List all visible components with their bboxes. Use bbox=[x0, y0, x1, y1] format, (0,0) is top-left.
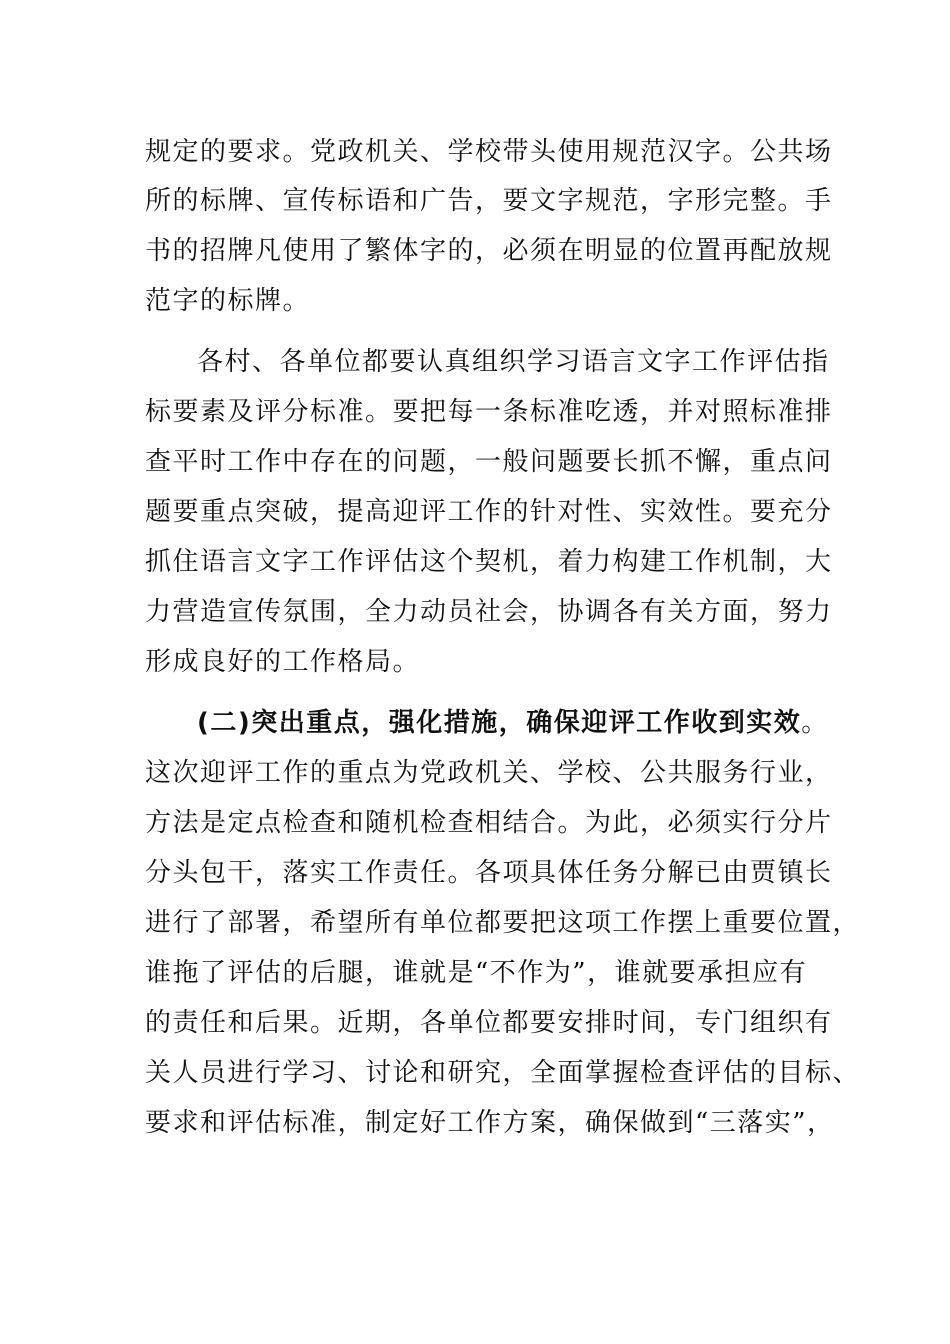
text-line: 各村、各单位都要认真组织学习语言文字工作评估指 bbox=[197, 347, 830, 377]
section-heading-tail: 。 bbox=[801, 708, 829, 738]
text-line: 这次迎评工作的重点为党政机关、学校、公共服务行业， bbox=[145, 758, 833, 788]
text-line: 所的标牌、宣传标语和广告，要文字规范，字形完整。手 bbox=[145, 186, 833, 216]
text-line: 力营造宣传氛围，全力动员社会，协调各有关方面，努力 bbox=[145, 597, 833, 627]
text-line: 的责任和后果。近期，各单位都要安排时间，专门组织有 bbox=[145, 1008, 833, 1038]
text-line: 形成良好的工作格局。 bbox=[145, 647, 421, 677]
text-line: 查平时工作中存在的问题，一般问题要长抓不懈，重点问 bbox=[145, 447, 833, 477]
section-heading bbox=[197, 706, 829, 740]
text-line: 规定的要求。党政机关、学校带头使用规范汉字。公共场 bbox=[145, 137, 833, 167]
text-line: 分头包干，落实工作责任。各项具体任务分解已由贾镇长 bbox=[145, 858, 833, 888]
text-line: 进行了部署，希望所有单位都要把这项工作摆上重要位置， bbox=[145, 908, 861, 938]
text-line: 谁拖了评估的后腿，谁就是“不作为”，谁就要承担应有 bbox=[145, 958, 808, 988]
text-line: 书的招牌凡使用了繁体字的，必须在明显的位置再配放规 bbox=[145, 236, 833, 266]
text-line: 范字的标牌。 bbox=[145, 286, 311, 316]
section-heading-bold: (二)突出重点，强化措施，确保迎评工作收到实效 bbox=[197, 708, 802, 738]
text-line: 标要素及评分标准。要把每一条标准吃透，并对照标准排 bbox=[145, 397, 833, 427]
text-line: 要求和评估标准，制定好工作方案，确保做到“三落实”， bbox=[145, 1108, 835, 1138]
text-line: 抓住语言文字工作评估这个契机，着力构建工作机制，大 bbox=[145, 547, 833, 577]
text-line: 题要重点突破，提高迎评工作的针对性、实效性。要充分 bbox=[145, 497, 833, 527]
text-line: 方法是定点检查和随机检查相结合。为此，必须实行分片 bbox=[145, 808, 833, 838]
text-line: 关人员进行学习、讨论和研究，全面掌握检查评估的目标、 bbox=[145, 1058, 861, 1088]
